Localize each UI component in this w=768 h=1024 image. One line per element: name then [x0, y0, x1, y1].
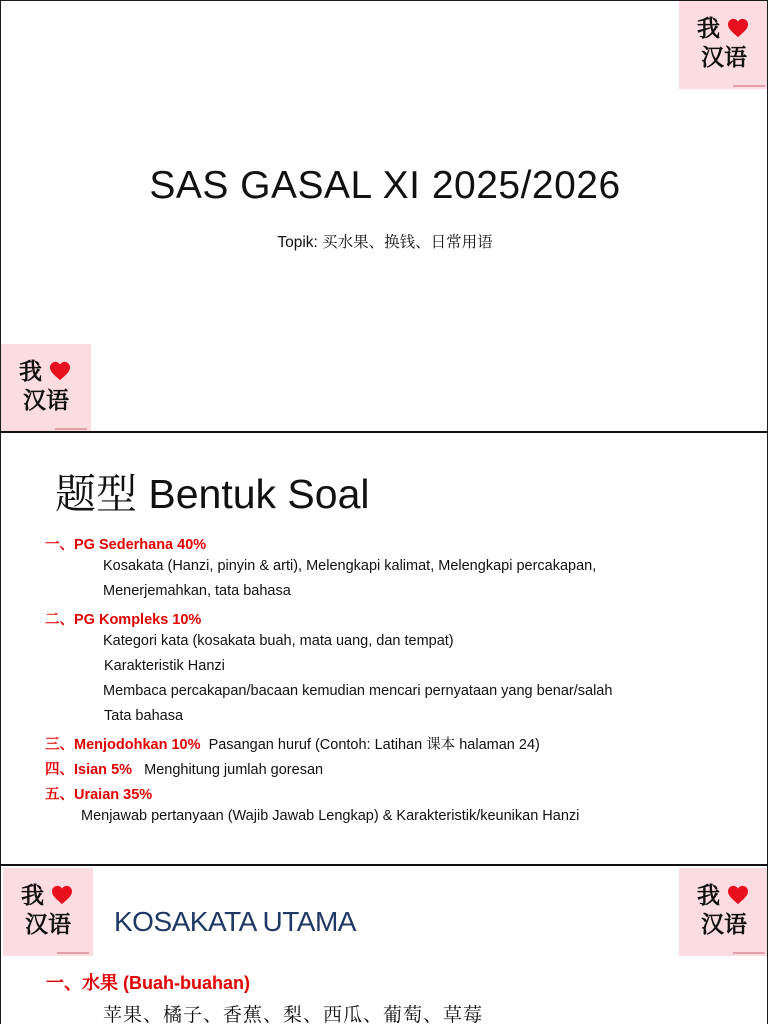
sub-indonesian: (Buah-buahan) [118, 973, 250, 993]
sub-chinese: 水果 [82, 973, 118, 994]
item-detail: Menghitung jumlah goresan [144, 762, 324, 778]
section-title [55, 461, 370, 520]
logo-underline [55, 428, 87, 430]
slide-vocabulary [0, 866, 768, 1024]
logo-top-right [679, 1, 768, 89]
item-detail: Pasangan huruf (Contoh: Latihan [208, 737, 427, 753]
slide-title [0, 0, 768, 433]
logo-top-right [679, 868, 768, 956]
logo-char-wo: 我 [697, 16, 720, 42]
page-title: SAS GASAL XI 2025/2026 [149, 164, 621, 207]
logo-hanyu: 汉语 [23, 388, 69, 414]
vocab-subheading [46, 969, 250, 995]
list-item [45, 533, 206, 554]
logo-char-wo: 我 [19, 359, 42, 385]
list-item [45, 783, 152, 804]
item-detail: Menjawab pertanyaan (Wajib Jawab Lengkap) & Karakteristik/keunikan Hanzi [81, 808, 580, 824]
item-detail: Tata bahasa [104, 708, 184, 724]
list-item [45, 608, 201, 629]
item-detail-cn: 课本 [426, 737, 456, 753]
item-detail: halaman 24) [455, 737, 540, 753]
item-detail: Menerjemahkan, tata bahasa [103, 583, 291, 599]
heart-icon [727, 18, 749, 38]
list-item [45, 733, 540, 754]
item-number: 二、 [45, 612, 74, 628]
item-heading: PG Kompleks 10% [74, 612, 202, 628]
logo-char-wo: 我 [697, 883, 720, 909]
item-detail: Kosakata (Hanzi, pinyin & arti), Melengkapi kalimat, Melengkapi percakapan, [103, 558, 597, 574]
logo-top-left [3, 868, 93, 956]
item-detail: Membaca percakapan/bacaan kemudian mencari pernyataan yang benar/salah [103, 683, 613, 699]
heart-icon [727, 885, 749, 905]
fruit-list: 苹果、橘子、香蕉、梨、西瓜、葡萄、草莓 [103, 1004, 484, 1024]
logo-underline [57, 952, 89, 954]
item-detail: Kategori kata (kosakata buah, mata uang, dan tempat) [103, 633, 454, 649]
heart-icon [49, 361, 71, 381]
list-item [45, 758, 323, 779]
sub-number: 一、 [46, 973, 82, 994]
logo-underline [733, 952, 765, 954]
item-heading: Uraian 35% [74, 787, 153, 803]
slide-question-types [0, 433, 768, 866]
logo-bottom-left [1, 344, 91, 432]
item-heading: PG Sederhana 40% [74, 537, 207, 553]
item-number: 五、 [45, 787, 74, 803]
item-number: 四、 [45, 762, 74, 778]
title-chinese: 题型 [55, 470, 137, 518]
item-number: 一、 [45, 537, 74, 553]
logo-char-wo: 我 [21, 883, 44, 909]
title-indonesian: Bentuk Soal [137, 471, 370, 517]
logo-hanyu: 汉语 [701, 912, 747, 938]
topic-label: Topik: [277, 234, 323, 251]
logo-underline [733, 85, 765, 87]
item-detail: Karakteristik Hanzi [104, 658, 225, 674]
topic-value: 买水果、换钱、日常用语 [322, 233, 493, 251]
logo-hanyu: 汉语 [25, 912, 71, 938]
item-number: 三、 [45, 737, 74, 753]
logo-hanyu: 汉语 [701, 45, 747, 71]
heart-icon [51, 885, 73, 905]
item-heading: Isian 5% [74, 762, 133, 778]
item-heading: Menjodohkan 10% [74, 737, 201, 753]
topic-line [1, 230, 768, 252]
vocab-title: KOSAKATA UTAMA [114, 906, 356, 937]
